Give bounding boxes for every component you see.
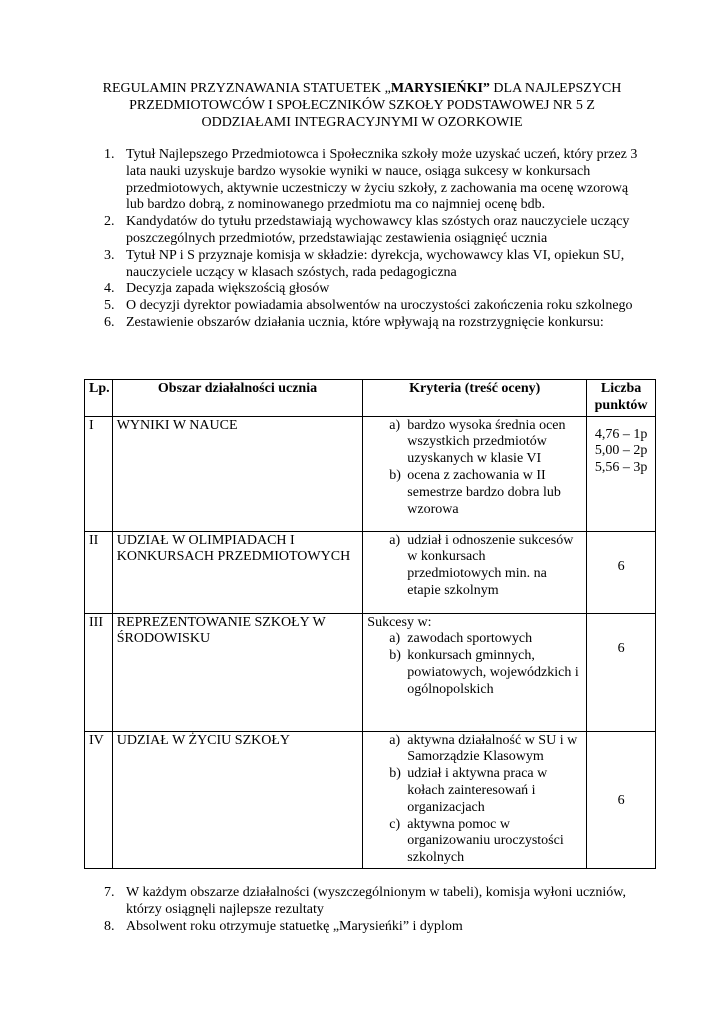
criteria-item (367, 648, 582, 698)
rules-list (0, 147, 724, 332)
rule-item (0, 885, 724, 919)
criteria-intro: Sukcesy w: (367, 614, 432, 630)
table-row (85, 416, 656, 531)
criteria-text: bardzo wysoka średnia ocen wszystkich przedmiotów uzyskanych w klasie VI (407, 417, 566, 467)
criteria-mark: b) (389, 648, 401, 664)
row-points (587, 531, 656, 613)
rule-number: 4. (104, 281, 115, 297)
rule-text: Tytuł NP i S przyznaje komisja w składzie: dyrekcja, wychowawcy klas VI, opiekun SU, nauczyciele uczący w klasach szóstych, rada pedagogiczna (126, 247, 625, 280)
rule-text: Tytuł Najlepszego Przedmiotowca i Społecznika szkoły może uzyskać uczeń, który przez 3 lata nauki uzyskuje bardzo wysokie wyniki w nauce, osiąga sukcesy w konkursach przedmiotowych, aktywnie uczestniczy w życiu szkoły, z zachowania ma ocenę wzorową lub bardzo dobrą, z nominowanego przedmiotu ma co najmniej ocenę bdb. (126, 147, 638, 213)
criteria-list (367, 533, 582, 600)
row-area: UDZIAŁ W OLIMPIADACH I KONKURSACH PRZEDMIOTOWYCH (112, 531, 363, 613)
rule-item (0, 214, 724, 248)
row-area: WYNIKI W NAUCE (112, 416, 363, 531)
table-row (85, 613, 656, 731)
rules-list-after (0, 885, 724, 935)
row-area: UDZIAŁ W ŻYCIU SZKOŁY (112, 731, 363, 868)
title-line-1 (60, 80, 664, 97)
criteria-list (367, 631, 582, 698)
points-value: 4,76 – 1p (594, 426, 648, 442)
rule-text: W każdym obszarze działalności (wyszczególnionym w tabeli), komisja wyłoni uczniów, którzy osiągnęli najlepsze rezultaty (126, 885, 626, 917)
title-line-1-end: DLA NAJLEPSZYCH (489, 81, 622, 96)
criteria-text: aktywna działalność w SU i w Samorządzie Klasowym (407, 732, 578, 765)
criteria-item (367, 733, 582, 767)
rule-number: 8. (104, 918, 115, 934)
rule-number: 7. (104, 885, 115, 900)
row-points (587, 416, 656, 531)
criteria-item (367, 817, 582, 867)
rule-text: Absolwent roku otrzymuje statuetkę „Marysieńki” i dyplom (126, 918, 463, 934)
row-criteria (363, 416, 587, 531)
points-value: 6 (617, 558, 625, 574)
criteria-mark: b) (389, 766, 401, 782)
row-criteria (363, 613, 587, 731)
rule-item (0, 147, 724, 214)
rule-text: Decyzja zapada większością głosów (126, 281, 330, 297)
points-value: 6 (617, 792, 625, 808)
row-criteria (363, 731, 587, 868)
header-points: Liczba punktów (587, 380, 656, 417)
header-criteria: Kryteria (treść oceny) (363, 380, 587, 417)
table-row (85, 531, 656, 613)
criteria-item (367, 766, 582, 816)
title-line-1-bold: MARYSIEŃKI” (390, 81, 490, 96)
table-row (85, 731, 656, 868)
rule-number: 3. (104, 247, 115, 263)
rule-item (0, 248, 724, 282)
criteria-text: udział i aktywna praca w kołach zainteresowań i organizacjach (407, 766, 548, 815)
criteria-text: ocena z zachowania w II semestrze bardzo dobra lub wzorowa (407, 467, 561, 517)
criteria-list (367, 418, 582, 519)
title-line-1-start: REGULAMIN PRZYZNAWANIA STATUETEK „ (102, 81, 391, 96)
rule-text: O decyzji dyrektor powiadamia absolwentów na uroczystości zakończenia roku szkolnego (126, 298, 633, 314)
criteria-mark: a) (389, 631, 401, 647)
title-line-2: PRZEDMIOTOWCÓW I SPOŁECZNIKÓW SZKOŁY PODSTAWOWEJ NR 5 Z (129, 98, 595, 113)
rule-number: 5. (104, 298, 115, 314)
criteria-table (84, 379, 656, 869)
rule-text: Kandydatów do tytułu przedstawiają wychowawcy klas szóstych oraz nauczyciele uczący poszczególnych przedmiotów, przedstawiając zestawienia osiągnięć ucznia (126, 214, 630, 246)
criteria-mark: b) (389, 467, 401, 483)
table-header-row (85, 380, 656, 417)
row-points (587, 731, 656, 868)
points-value: 5,00 – 2p (594, 443, 648, 459)
rule-number: 1. (104, 147, 115, 162)
criteria-item (367, 631, 582, 648)
criteria-text: aktywna pomoc w organizowaniu uroczystości szkolnych (407, 816, 564, 866)
rule-item (0, 281, 724, 298)
title-line-3: ODDZIAŁAMI INTEGRACYJNYMI W OZORKOWIE (201, 115, 523, 130)
criteria-text: udział i odnoszenie sukcesów w konkursach przedmiotowych min. na etapie szkolnym (407, 532, 574, 598)
row-points (587, 613, 656, 731)
row-lp: II (85, 531, 113, 613)
rule-item (0, 315, 724, 332)
criteria-mark: a) (389, 532, 401, 548)
criteria-text: zawodach sportowych (407, 631, 533, 647)
criteria-list (367, 733, 582, 867)
rule-number: 6. (104, 314, 115, 330)
rule-text: Zestawienie obszarów działania ucznia, które wpływają na rozstrzygnięcie konkursu: (126, 314, 604, 330)
criteria-mark: a) (389, 732, 401, 748)
rule-item (0, 298, 724, 315)
row-criteria (363, 531, 587, 613)
row-lp: I (85, 416, 113, 531)
criteria-item (367, 418, 582, 468)
rule-number: 2. (104, 214, 115, 230)
row-lp: III (85, 613, 113, 731)
criteria-mark: a) (389, 417, 401, 433)
criteria-item (367, 468, 582, 518)
document-title (60, 80, 664, 131)
row-lp: IV (85, 731, 113, 868)
points-value: 5,56 – 3p (594, 460, 648, 476)
criteria-text: konkursach gminnych, powiatowych, wojewódzkich i ogólnopolskich (407, 648, 579, 697)
rule-item (0, 919, 724, 936)
header-area: Obszar działalności ucznia (112, 380, 363, 417)
points-value: 6 (617, 640, 625, 656)
criteria-item (367, 533, 582, 600)
row-area: REPREZENTOWANIE SZKOŁY W ŚRODOWISKU (112, 613, 363, 731)
header-lp: Lp. (85, 380, 113, 417)
criteria-mark: c) (389, 816, 401, 832)
